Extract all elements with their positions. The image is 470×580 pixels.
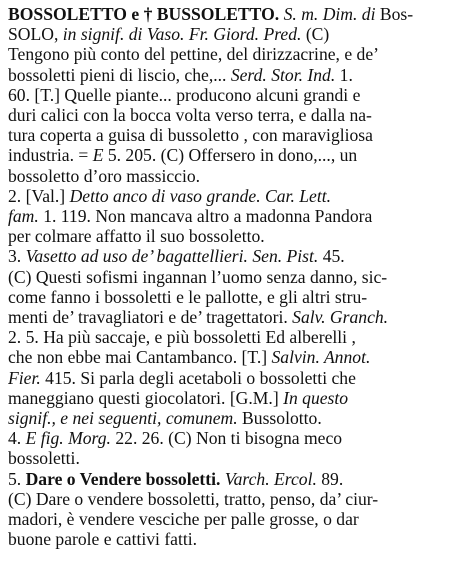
text-line — [8, 529, 464, 549]
text-segment: Vasetto ad uso de’ bagattellieri. Sen. Pist. — [25, 246, 319, 267]
text-segment: Dare o Vendere bossoletti. — [25, 468, 221, 489]
text-line — [8, 347, 464, 367]
text-segment: BOSSOLETTO e † BUSSOLETTO. — [8, 4, 280, 24]
text-segment: In questo — [283, 387, 349, 408]
text-line — [8, 267, 464, 287]
text-segment: E fig. Morg. — [25, 428, 111, 449]
text-segment: , — [53, 24, 63, 45]
text-segment: tura coperta a guisa di bussoletto , con maravigliosa — [8, 125, 373, 146]
text-segment: 3. — [8, 246, 26, 267]
text-line — [8, 388, 464, 408]
text-line — [8, 166, 464, 186]
text-line — [8, 4, 464, 24]
text-segment: 2. [Val.] — [8, 185, 70, 206]
text-segment: 1. — [335, 64, 353, 85]
text-segment: 4. — [8, 428, 26, 449]
text-line — [8, 287, 464, 307]
text-segment: 415. Si parla degli acetaboli o bossoletti che — [40, 367, 356, 388]
text-segment: (C) Dare o vendere bossoletti, tratto, penso, da’ ciur- — [8, 488, 379, 509]
text-segment: S. m. Dim. di — [283, 4, 376, 24]
text-segment: Bussolotto. — [237, 408, 322, 429]
text-line — [8, 489, 464, 509]
text-segment: Salv. Granch. — [292, 307, 389, 328]
text-segment: duri calici con la bocca volta verso terra, e dalla na- — [8, 105, 372, 126]
text-line — [8, 448, 464, 468]
text-segment: maneggiano questi giocolatori. [G.M.] — [8, 387, 284, 408]
text-segment: Detto anco di vaso grande. Car. Lett. — [69, 185, 332, 206]
text-line — [8, 65, 464, 85]
text-segment: 1. 119. Non mancava altro a madonna Pandora — [38, 206, 373, 227]
text-segment: menti de’ travagliatori e de’ tragettatori. — [8, 307, 293, 328]
text-segment: Serd. Stor. Ind. — [230, 64, 336, 85]
text-segment: Salvin. Annot. — [271, 347, 371, 368]
text-line — [8, 408, 464, 428]
text-line — [8, 125, 464, 145]
text-line — [8, 44, 464, 64]
text-line — [8, 206, 464, 226]
text-line — [8, 145, 464, 165]
text-line — [8, 307, 464, 327]
text-segment: bossoletto d’oro massiccio. — [8, 165, 201, 186]
text-segment: fam. — [8, 206, 39, 227]
text-line — [8, 24, 464, 44]
text-line — [8, 85, 464, 105]
text-line — [8, 368, 464, 388]
text-segment: E — [92, 145, 104, 166]
text-segment: come fanno i bossoletti e le pallotte, e gli altri stru- — [8, 286, 368, 307]
text-segment: per colmare affatto il suo bossoletto. — [8, 226, 265, 247]
text-segment: signif., e nei seguenti, comunem. — [8, 408, 238, 429]
text-line — [8, 327, 464, 347]
text-segment: 5. 205. (C) Offersero in dono,..., un — [103, 145, 358, 166]
text-segment: bossoletti pieni di liscio, che,... — [8, 64, 231, 85]
text-segment: 22. 26. (C) Non ti bisogna meco — [110, 428, 343, 449]
text-segment: 60. [T.] Quelle piante... producono alcuni grandi e — [8, 84, 361, 105]
text-segment: 2. 5. Ha più saccaje, e più bossoletti Ed alberelli , — [8, 327, 356, 348]
text-line — [8, 509, 464, 529]
text-segment: in signif. di Vaso. Fr. Giord. Pred. — [62, 24, 302, 45]
text-line — [8, 469, 464, 489]
text-segment: (C) — [301, 24, 330, 45]
text-segment: 5. — [8, 468, 26, 489]
text-segment: 45. — [318, 246, 345, 267]
text-segment: Varch. Ercol. — [224, 468, 317, 489]
text-segment: Fier. — [8, 367, 41, 388]
text-line — [8, 105, 464, 125]
text-segment: 89. — [316, 468, 344, 489]
text-segment: Tengono più conto del pettine, del dirizzacrine, e de’ — [8, 44, 380, 65]
text-line — [8, 186, 464, 206]
text-line — [8, 226, 464, 246]
text-segment: SOLO — [8, 24, 54, 45]
text-segment: madori, è vendere vesciche per palle grosse, o dar — [8, 509, 359, 530]
text-segment: Bos- — [375, 4, 414, 24]
text-segment: bossoletti. — [8, 448, 80, 469]
text-line — [8, 246, 464, 266]
dictionary-entry — [8, 4, 464, 549]
text-line — [8, 428, 464, 448]
text-segment: (C) Questi sofismi ingannan l’uomo senza danno, sic- — [8, 266, 388, 287]
text-segment: che non ebbe mai Cantambanco. [T.] — [8, 347, 272, 368]
text-segment: industria. = — [8, 145, 93, 166]
text-segment: buone parole e cattivi fatti. — [8, 529, 198, 550]
